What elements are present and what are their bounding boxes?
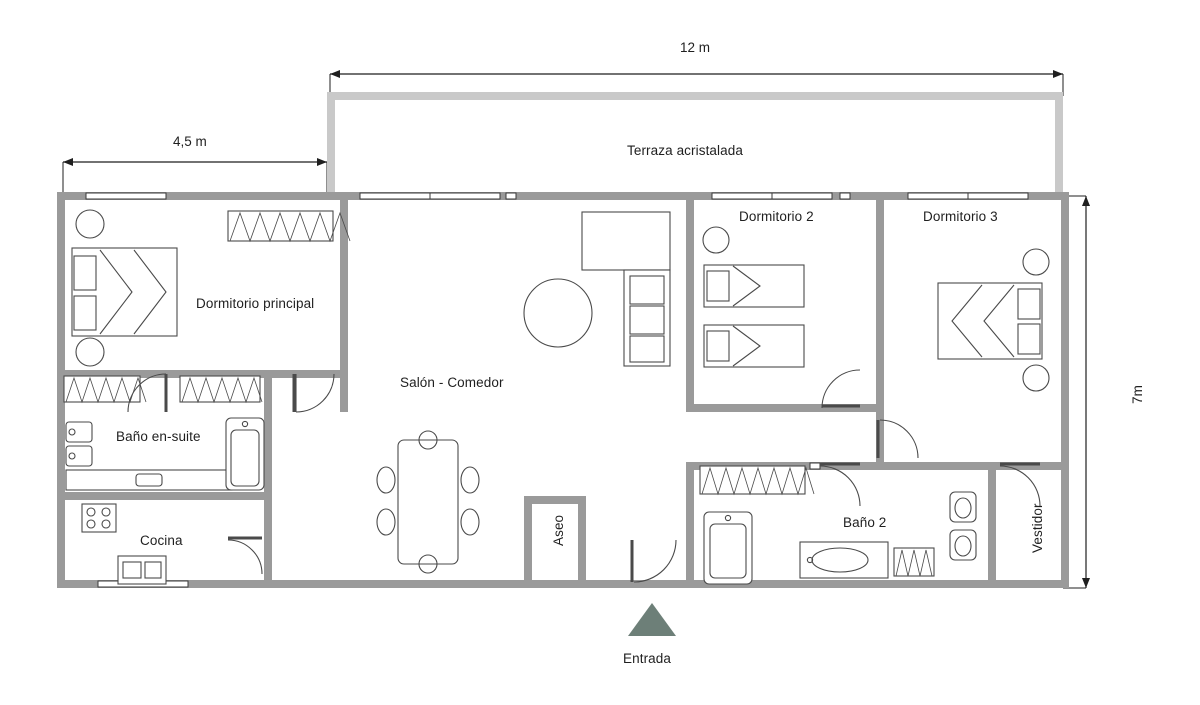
dimension-lines bbox=[63, 70, 1090, 588]
room-label-salon-comedor: Salón - Comedor bbox=[400, 375, 504, 390]
entrada-label: Entrada bbox=[623, 651, 671, 666]
room-label-dormitorio-2: Dormitorio 2 bbox=[739, 209, 814, 224]
dimension-label-width-left: 4,5 m bbox=[173, 134, 207, 149]
dormitorio-2-furniture bbox=[703, 227, 804, 367]
dimension-label-height-right: 7m bbox=[1130, 385, 1145, 404]
room-label-terraza-acristalada: Terraza acristalada bbox=[627, 143, 743, 158]
room-label-aseo: Aseo bbox=[551, 514, 566, 546]
room-label-vestidor: Vestidor bbox=[1030, 503, 1045, 553]
bano-2-fixtures bbox=[700, 466, 934, 584]
room-label-dormitorio-3: Dormitorio 3 bbox=[923, 209, 998, 224]
room-label-dormitorio-principal: Dormitorio principal bbox=[196, 296, 315, 311]
room-label-bano-en-suite: Baño en-suite bbox=[116, 429, 201, 444]
room-label-bano-2: Baño 2 bbox=[843, 515, 887, 530]
vestidor-fixtures bbox=[950, 492, 976, 560]
dimension-label-width-total: 12 m bbox=[680, 40, 711, 55]
entrada-marker bbox=[628, 603, 676, 636]
dormitorio-3-furniture bbox=[938, 249, 1049, 391]
dormitorio-principal-furniture bbox=[72, 210, 350, 366]
room-label-cocina: Cocina bbox=[140, 533, 183, 548]
salon-furniture bbox=[377, 212, 670, 573]
